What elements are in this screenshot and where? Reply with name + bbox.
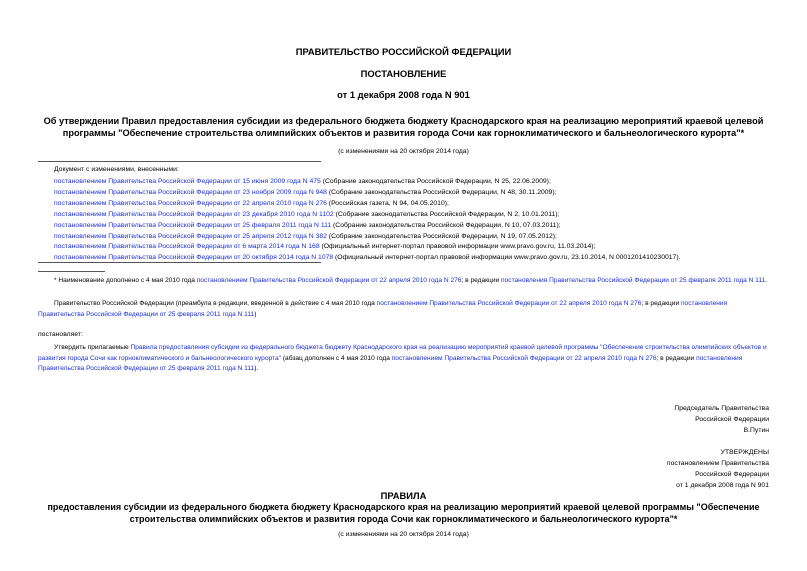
changes-note: (с изменениями на 20 октября 2014 года) [338,148,469,155]
link-resolution-276[interactable]: постановлением Правительства Российской Федерации от 22 апреля 2010 года N 276 [391,354,657,362]
document-date-number: от 1 декабря 2008 года N 901 [337,89,470,100]
amendment-link[interactable]: постановлением Правительства Российской Федерации от 23 декабря 2010 года N 1102 [54,210,334,218]
rules-subtitle-line-2: строительства олимпийских объектов и развития города Сочи как горноклиматического и бальнеологического курорта"* [129,514,678,524]
divider [38,262,321,263]
amendment-source: (Официальный интернет-портал правовой информации www.pravo.gov.ru, 11.03.2014); [319,243,596,251]
footnote-text-part: . [765,277,768,284]
resolution-paragraph [38,343,769,375]
link-resolution-276[interactable]: постановлением Правительства Российской Федерации от 22 апреля 2010 года N 276 [196,277,462,284]
paragraph-text-part: ). [254,365,259,372]
amendment-source: (Российская газета, N 94, 04.05.2010); [326,199,449,207]
amendment-source: (Собрание законодательства Российской Федерации, N 48, 30.11.2009); [326,188,557,196]
approved-by: постановлением Правительства [666,460,769,467]
amendment-source: (Собрание законодательства Российской Федерации, N 19, 07.05.2012); [326,232,557,240]
amendment-source: (Собрание законодательства Российской Федерации, N 2, 10.01.2011); [333,210,560,218]
approval-block [667,447,769,491]
divider [38,161,321,162]
footnote-text-part: ; в редакции [461,277,502,284]
signature-country: Российской Федерации [695,416,769,423]
amendment-source: (Собрание законодательства Российской Федерации, N 25, 22.06.2009); [320,178,551,185]
amendment-link[interactable]: постановлением Правительства Российской Федерации от 25 февраля 2011 года N 111 [54,221,332,229]
link-resolution-111[interactable]: постановления Правительства Российской Федерации от 25 февраля 2011 года N 111 [501,277,766,284]
document-title-line-1: Об утверждении Правил предоставления субсидии из федерального бюджета бюджету Краснодарского края на реализацию мероприятий краевой целевой [43,116,764,126]
preamble-text [38,299,769,320]
amendment-item [54,177,551,186]
preamble-text-part: ; в редакции [641,300,681,307]
amendment-link[interactable]: постановлением Правительства Российской Федерации от 15 июня 2009 года N 475 [54,178,321,185]
amendment-source: (Официальный интернет-портал правовой информации www.pravo.gov.ru, 23.10.2014, N 0001201410230017). [333,254,681,262]
approved-label: УТВЕРЖДЕНЫ [720,449,769,456]
signature-block [674,403,769,436]
amendment-item [54,242,595,251]
document-type: ПОСТАНОВЛЕНИЕ [360,68,447,79]
amendment-link[interactable]: постановлением Правительства Российской Федерации от 6 марта 2014 года N 168 [54,243,320,251]
amendments-intro: Документ с изменениями, внесенными: [54,166,179,173]
approved-date: от 1 декабря 2008 года N 901 [676,482,769,489]
signature-name: В.Путин [743,427,769,434]
rules-subtitle-line-1: предоставления субсидии из федерального бюджета бюджету Краснодарского края на реализацию мероприятий краевой целевой программы "Обеспечение [47,502,760,512]
document-title-line-2: программы "Обеспечение строительства олимпийских объектов и развития города Сочи как горноклиматического и бальнеологического курорта"* [62,128,745,138]
link-resolution-111[interactable]: постановления Правительства Российской Федерации от 25 февраля 2011 года N 111 [38,354,743,372]
amendment-item [54,210,559,219]
footnote-text [38,276,769,287]
paragraph-text-part: Утвердить прилагаемые [54,344,131,351]
amendment-item [54,199,449,208]
footnote-divider [38,271,105,272]
rules-changes-note: (с изменениями на 20 октября 2014 года) [338,531,469,538]
preamble-text-part: Правительство Российской Федерации (преамбула в редакции, введенной в действие с 4 мая 2010 года [54,300,377,307]
preamble-text-part: ) [254,310,257,318]
amendment-link[interactable]: постановлением Правительства Российской Федерации от 25 апреля 2012 года N 382 [54,232,327,240]
issuer-heading: ПРАВИТЕЛЬСТВО РОССИЙСКОЙ ФЕДЕРАЦИИ [295,46,512,57]
amendment-link[interactable]: постановлением Правительства Российской Федерации от 22 апреля 2010 года N 276 [54,199,327,207]
amendment-item [54,188,557,197]
link-rules[interactable]: Правила предоставления субсидии из федерального бюджета бюджету Краснодарского края на реализацию мероприятий краевой целевой программы "Обеспечение строительства олимпийских объектов и развития города Сочи как горноклиматического и бальнеологического курорта" [38,344,767,362]
approved-country: Российской Федерации [695,471,769,478]
resolves-label: постановляет: [38,331,83,338]
amendment-item [54,253,680,262]
paragraph-text-part: ; в редакции [656,354,697,362]
link-resolution-111[interactable]: постановления Правительства Российской Федерации от 25 февраля 2011 года N 111 [38,300,728,318]
amendment-source: (Собрание законодательства Российской Федерации, N 10, 07.03.2011); [331,221,561,229]
amendment-link[interactable]: постановлением Правительства Российской Федерации от 23 ноября 2009 года N 948 [54,188,327,196]
link-resolution-276[interactable]: постановлением Правительства Российской Федерации от 22 апреля 2010 года N 276 [376,300,642,307]
footnote-text-part: * Наименование дополнено с 4 мая 2010 года [54,277,197,284]
amendment-link[interactable]: постановлением Правительства Российской Федерации от 20 октября 2014 года N 1078 [54,254,334,262]
amendment-item [54,221,561,230]
amendment-item [54,232,557,241]
rules-title: ПРАВИЛА [380,490,427,501]
signature-title: Председатель Правительства [674,405,769,412]
paragraph-text-part: (абзац дополнен с 4 мая 2010 года [281,354,392,362]
